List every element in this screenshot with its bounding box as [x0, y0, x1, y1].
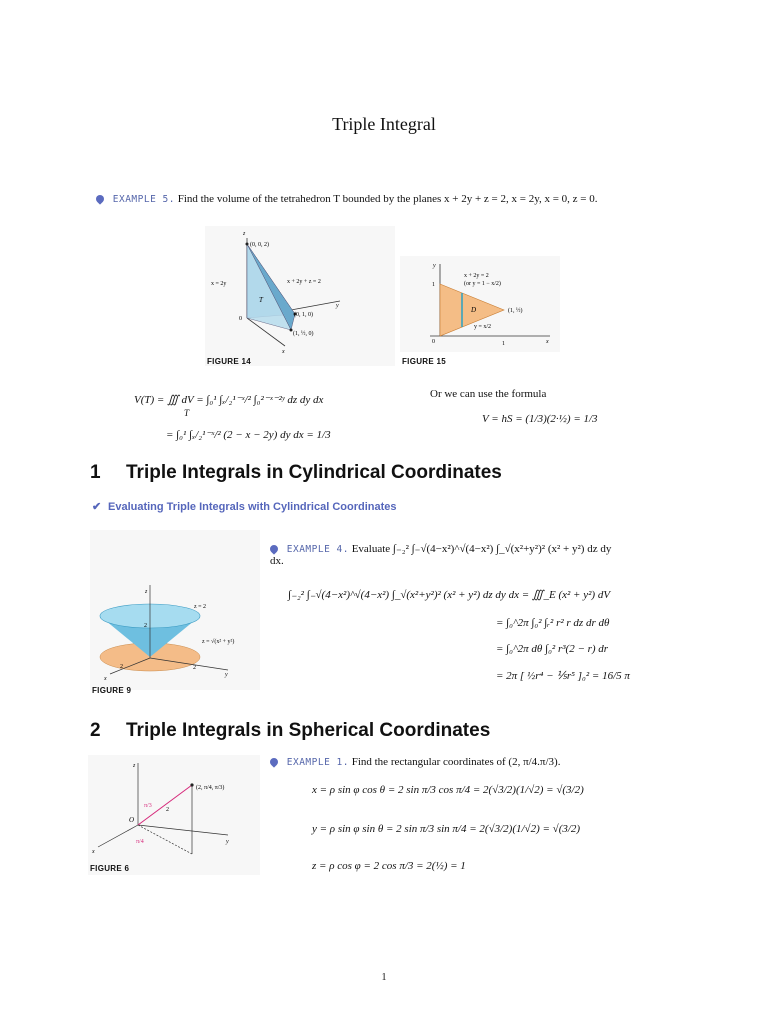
- example1-step-z: z = ρ cos φ = 2 cos π/3 = 2(½) = 1: [312, 860, 466, 872]
- fig15-x-one: 1: [502, 341, 505, 347]
- fig9-two-y: 2: [193, 665, 196, 671]
- fig9-z2: z = 2: [194, 604, 207, 610]
- figure-9: [90, 530, 260, 690]
- example4-step-1: ∫₋₂² ∫₋√(4−x²)^√(4−x²) ∫_√(x²+y²)² (x² + y²) dz dy dx = ∭_E (x² + y²) dV: [288, 589, 611, 601]
- section1-heading: [90, 462, 502, 484]
- figure-6: [88, 755, 260, 875]
- example1-step-x: x = ρ sin φ cos θ = 2 sin π/3 cos π/4 = 2(√3/2)(1/√2) = √(3/2): [312, 784, 584, 796]
- fig15-origin: 0: [432, 339, 435, 345]
- fig6-rho: 2: [166, 807, 169, 813]
- fig9-two-z: 2: [144, 623, 147, 629]
- fig14-plane-x2y: x = 2y: [211, 281, 227, 287]
- section1-number: 1: [90, 462, 101, 483]
- fig6-origin: O: [129, 816, 135, 824]
- fig9-two-x: 2: [120, 664, 123, 670]
- example4-step-2: = ∫₀^2π ∫₀² ∫ᵣ² r² r dz dr dθ: [496, 617, 610, 629]
- fig6-y-axis: y: [226, 839, 229, 845]
- figure6-label: FIGURE 6: [90, 864, 130, 873]
- fig6-angle-phi: π/3: [144, 803, 152, 809]
- example4-text: Evaluate ∫₋₂² ∫₋√(4−x²)^√(4−x²) ∫_√(x²+y²)² (x² + y²) dz dy dx.: [270, 543, 612, 567]
- fig6-point: (2, π/4, π/3): [196, 785, 225, 791]
- formula: V = hS = (1/3)(2·½) = 1/3: [482, 413, 598, 425]
- section2-title: Triple Integrals in Spherical Coordinates: [126, 720, 491, 741]
- fig14-y-axis: y: [336, 303, 339, 309]
- example1-text: Find the rectangular coordinates of (2, π/4.π/3).: [351, 756, 561, 768]
- example4-statement: [270, 542, 620, 567]
- fig9-x-axis: x: [104, 676, 107, 682]
- figure9-label: FIGURE 9: [92, 686, 132, 695]
- example5-eq-line1: V(T) = ∭ dV = ∫₀¹ ∫ₓ/₂¹⁻ˣ/² ∫₀²⁻ˣ⁻²ʸ dz dy dx: [134, 394, 324, 406]
- fig15-line1: x + 2y = 2: [464, 273, 489, 279]
- fig15-y-one: 1: [432, 282, 435, 288]
- figure-14: [205, 226, 395, 366]
- figure14-label: FIGURE 14: [207, 357, 252, 366]
- example4-step-4: = 2π [ ½r⁴ − ⅕r⁵ ]₀² = 16/5 π: [496, 670, 630, 682]
- example1-statement: [270, 756, 630, 768]
- formula-intro: Or we can use the formula: [430, 388, 547, 400]
- example5-eq-region: T: [184, 408, 190, 418]
- fig6-z-axis: z: [133, 763, 136, 769]
- fig6-x-axis: x: [92, 849, 95, 855]
- example5-eq-line2: = ∫₀¹ ∫ₓ/₂¹⁻ˣ/² (2 − x − 2y) dy dx = 1/3: [166, 429, 331, 441]
- location-pin-icon: [268, 544, 279, 555]
- location-pin-icon: [94, 194, 105, 205]
- subsection-title: Evaluating Triple Integrals with Cylindrical Coordinates: [108, 501, 397, 513]
- fig14-point-y: (0, 1, 0): [294, 312, 313, 318]
- figure-15: [400, 256, 560, 352]
- fig14-plane-label: x + 2y + z = 2: [287, 279, 321, 285]
- example4-tag: EXAMPLE 4.: [286, 544, 349, 555]
- fig14-x-axis: x: [282, 349, 285, 355]
- example1-tag: EXAMPLE 1.: [286, 757, 349, 768]
- example5-text: Find the volume of the tetrahedron T bounded by the planes x + 2y + z = 2, x = 2y, x = 0, z = 0.: [177, 193, 598, 205]
- fig15-x-axis: x: [546, 339, 549, 345]
- double-check-icon: ✔: [92, 501, 102, 513]
- fig9-y-axis: y: [225, 672, 228, 678]
- fig14-point-x: (1, ½, 0): [293, 331, 314, 337]
- fig14-point-top: (0, 0, 2): [250, 242, 269, 248]
- example4-step-3: = ∫₀^2π dθ ∫₀² r³(2 − r) dr: [496, 643, 609, 655]
- fig14-origin: 0: [239, 316, 242, 322]
- section1-title: Triple Integrals in Cylindrical Coordinates: [126, 462, 502, 483]
- figure15-label: FIGURE 15: [402, 357, 447, 366]
- example5-statement: [96, 191, 686, 208]
- fig15-point: (1, ½): [508, 308, 523, 314]
- fig15-y-axis: y: [433, 263, 436, 269]
- page-title: Triple Integral: [332, 114, 436, 134]
- section2-number: 2: [90, 720, 101, 741]
- fig14-z-label: z: [243, 231, 246, 237]
- section1-subsection: [92, 500, 397, 513]
- fig15-line3: y = x/2: [474, 324, 492, 330]
- fig9-z-axis: z: [145, 589, 148, 595]
- fig14-T-label: T: [259, 296, 263, 304]
- page-number: 1: [381, 972, 387, 983]
- fig15-line2: (or y = 1 − x/2): [464, 281, 501, 287]
- example1-step-y: y = ρ sin φ sin θ = 2 sin π/3 sin π/4 = 2(√3/2)(1/√2) = √(3/2): [312, 823, 581, 835]
- example5-tag: EXAMPLE 5.: [112, 194, 175, 205]
- fig6-angle-theta: π/4: [136, 839, 144, 845]
- location-pin-icon: [268, 757, 279, 768]
- fig15-D-label: D: [471, 306, 477, 314]
- section2-heading: [90, 720, 490, 742]
- fig9-cone: z = √(x² + y²): [202, 639, 235, 645]
